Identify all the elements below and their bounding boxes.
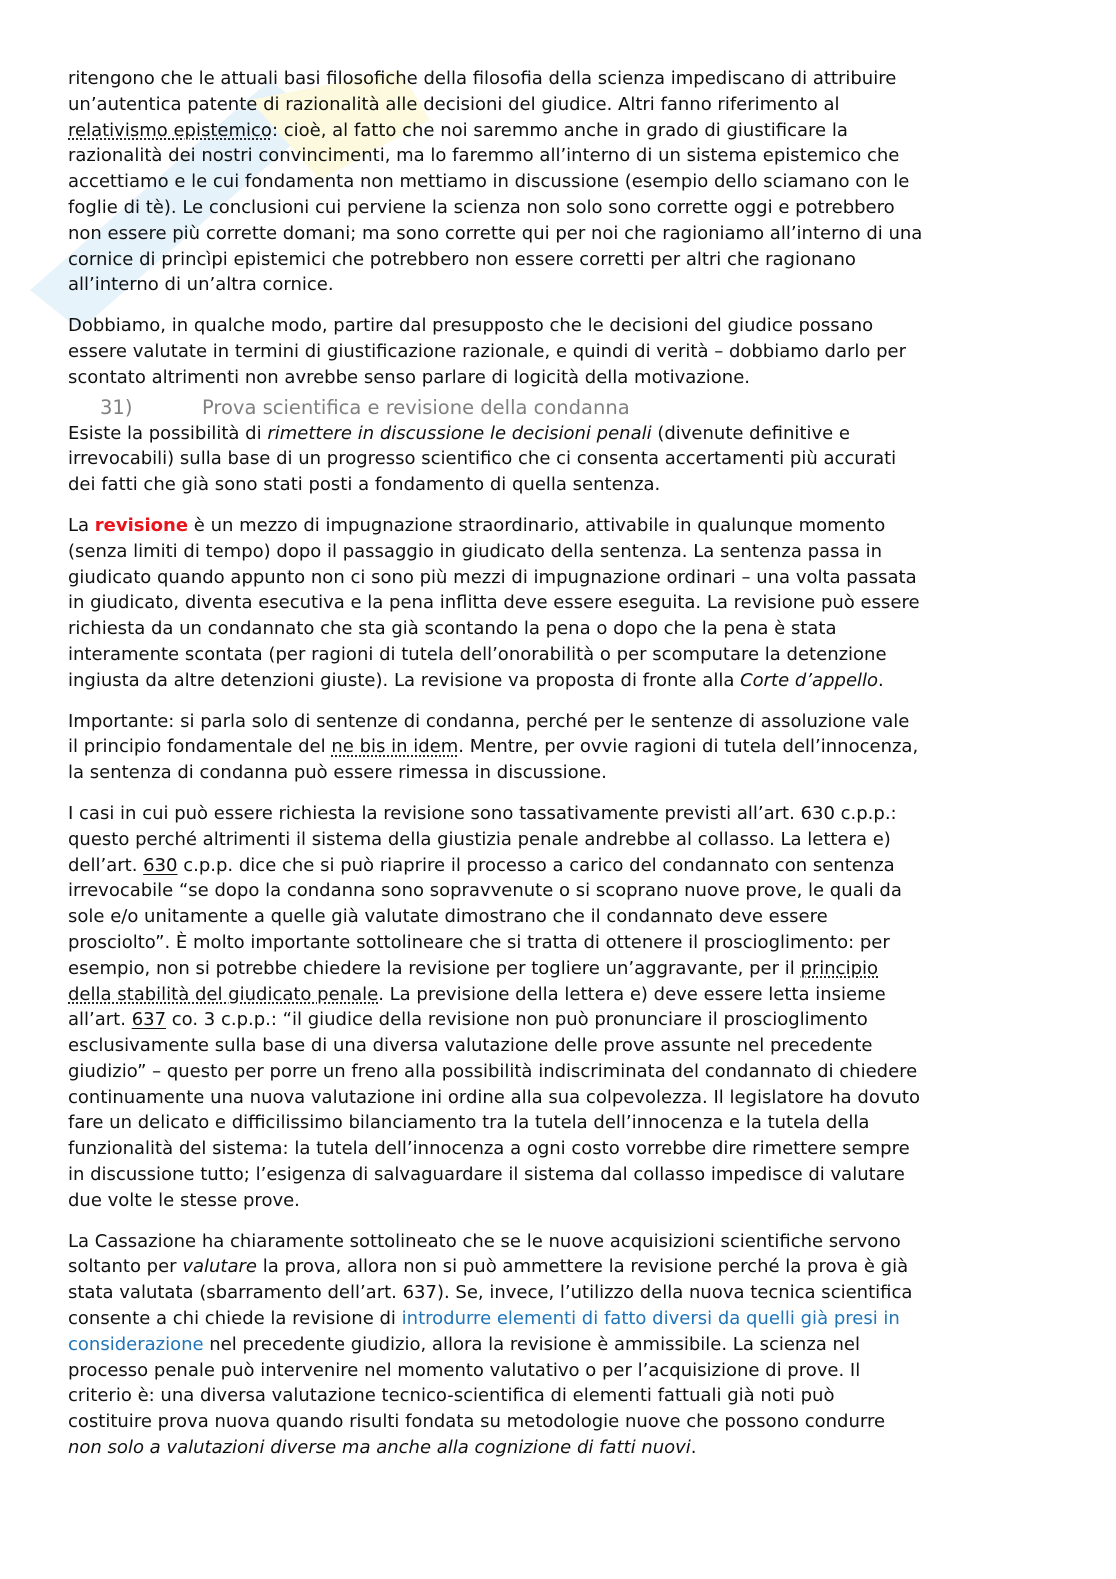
- text-line: [68, 313, 1068, 339]
- text-line: [68, 760, 1068, 786]
- text-run: Dobbiamo, in qualche modo, partire dal presupposto che le decisioni del giudice possano: [68, 315, 874, 337]
- text-run: la prova, allora non si può ammettere la revisione perché la prova è già: [256, 1256, 909, 1278]
- text-u: ne bis in idem: [331, 736, 459, 758]
- text-run: questo perché altrimenti il sistema della giustizia penale andrebbe al collasso. La lettera e): [68, 828, 891, 850]
- text-line: [68, 878, 1068, 904]
- paragraph: [68, 709, 1068, 786]
- text-run: giudicato quando appunto non ci sono più mezzi di impugnazione ordinari – una volta passata: [68, 566, 917, 588]
- text-run: consente a chi chiede la revisione di: [68, 1308, 402, 1330]
- section-before: [68, 66, 1068, 391]
- text-run: in discussione tutto; l’esigenza di salvaguardare il sistema dal collasso impedisce di valutare: [68, 1164, 905, 1186]
- text-run: in giudicato, diventa esecutiva e la pena inflitta deve essere eseguita. La revisione può essere: [68, 592, 920, 614]
- document-page: [68, 66, 1068, 1476]
- text-run: : cioè, al fatto che noi saremmo anche in grado di giustificare la: [271, 119, 848, 141]
- text-run: La Cassazione ha chiaramente sottolineato che se le nuove acquisizioni scientifiche servono: [68, 1230, 901, 1252]
- text-line: [68, 1254, 1068, 1280]
- text-i: Corte d’appello: [740, 669, 879, 691]
- text-u: principio: [800, 957, 879, 979]
- heading-title: Prova scientifica e revisione della condanna: [202, 395, 630, 419]
- paragraph: [68, 66, 1068, 298]
- text-run: . Mentre, per ovvie ragioni di tutela dell’innocenza,: [458, 736, 919, 758]
- text-line: [68, 365, 1068, 391]
- text-run: co. 3 c.p.p.: “il giudice della revisione non può pronunciare il proscioglimento: [166, 1009, 868, 1031]
- text-run: esclusivamente sulla base di una diversa valutazione delle prove assunte nel precedente: [68, 1035, 873, 1057]
- text-line: [68, 982, 1068, 1008]
- text-run: criterio è: una diversa valutazione tecnico-scientifica di elementi fattuali già noti può: [68, 1385, 835, 1407]
- text-run: prosciolto”. È molto importante sottolineare che si tratta di ottenere il proscioglimento: per: [68, 931, 890, 953]
- text-run: la sentenza di condanna può essere rimessa in discussione.: [68, 762, 607, 784]
- text-line: [68, 853, 1068, 879]
- section-after: [68, 421, 1068, 1461]
- text-run: fare un delicato e difficilissimo bilanciamento tra la tutela dell’innocenza e la tutela della: [68, 1112, 870, 1134]
- text-run: continuamente una nuova valutazione ini ordine alla sua colpevolezza. Il legislatore ha dovuto: [68, 1086, 920, 1108]
- text-run: ritengono che le attuali basi filosofiche della filosofia della scienza impediscano di attribuire: [68, 68, 897, 89]
- text-run: sole e/o unitamente a quelle già valutate dimostrano che il condannato deve essere: [68, 906, 828, 928]
- text-line: [68, 1280, 1068, 1306]
- text-line: [68, 801, 1068, 827]
- paragraph: [68, 313, 1068, 390]
- text-run: richiesta da un condannato che sta già scontando la pena o dopo che la pena è stata: [68, 618, 837, 640]
- text-line: [68, 446, 1068, 472]
- text-line: [68, 1033, 1068, 1059]
- text-run: esempio, non si potrebbe chiedere la revisione per togliere un’aggravante, per il: [68, 957, 801, 979]
- text-run: soltanto per: [68, 1256, 183, 1278]
- text-run: . La previsione della lettera e) deve essere letta insieme: [378, 983, 886, 1005]
- text-run: Importante: si parla solo di sentenze di condanna, perché per le sentenze di assoluzione vale: [68, 710, 910, 732]
- paragraph: [68, 421, 1068, 498]
- text-line: [68, 590, 1068, 616]
- text-line: [68, 195, 1068, 221]
- text-line: [68, 1306, 1068, 1332]
- text-line: [68, 904, 1068, 930]
- text-run: il principio fondamentale del: [68, 736, 332, 758]
- text-red: revisione: [94, 514, 189, 536]
- paragraph: [68, 1229, 1068, 1461]
- text-run: nel precedente giudizio, allora la revisione è ammissibile. La scienza nel: [203, 1333, 861, 1355]
- text-line: [68, 339, 1068, 365]
- text-run: .: [878, 669, 884, 691]
- text-line: [68, 1409, 1068, 1435]
- text-line: [68, 92, 1068, 118]
- paragraph: [68, 801, 1068, 1214]
- text-run: La: [68, 514, 95, 536]
- text-run: processo penale può intervenire nel momento valutativo o per l’acquisizione di prove. Il: [68, 1359, 861, 1381]
- text-line: [68, 827, 1068, 853]
- text-run: stata valutata (sbarramento dell’art. 637). Se, invece, l’utilizzo della nuova tecnica scientifica: [68, 1282, 913, 1304]
- text-line: [68, 272, 1068, 298]
- text-line: [68, 513, 1068, 539]
- text-u: relativismo epistemico: [68, 119, 272, 141]
- text-line: [68, 118, 1068, 144]
- text-run: (divenute definitive e: [651, 422, 851, 444]
- text-line: [68, 421, 1068, 447]
- text-line: [68, 734, 1068, 760]
- text-line: [68, 1085, 1068, 1111]
- text-line: [68, 709, 1068, 735]
- text-line: [68, 539, 1068, 565]
- text-line: [68, 143, 1068, 169]
- text-line: [68, 930, 1068, 956]
- text-line: [68, 1110, 1068, 1136]
- text-line: [68, 565, 1068, 591]
- text-run: all’art.: [68, 1009, 132, 1031]
- text-line: [68, 221, 1068, 247]
- text-i: valutare: [182, 1256, 257, 1278]
- text-run: Esiste la possibilità di: [68, 422, 268, 444]
- text-line: [68, 1007, 1068, 1033]
- text-line: [68, 1059, 1068, 1085]
- text-run: irrevocabile “se dopo la condanna sono sopravvenute o si scoprano nuove prove, le quali da: [68, 880, 902, 902]
- heading-number: 31): [100, 395, 133, 419]
- text-run: (senza limiti di tempo) dopo il passaggio in giudicato della sentenza. La sentenza passa in: [68, 540, 882, 562]
- text-run: dell’art.: [68, 854, 144, 876]
- text-run: cornice di princìpi epistemici che potrebbero non essere corretti per altri che ragionano: [68, 248, 856, 270]
- text-run: accettiamo e le cui fondamenta non mettiamo in discussione (esempio dello sciamano con le: [68, 171, 910, 193]
- text-line: [68, 1188, 1068, 1214]
- text-run: non essere più corrette domani; ma sono corrette qui per noi che ragioniamo all’interno di una: [68, 222, 923, 244]
- text-line: [68, 1435, 1068, 1461]
- text-run: ingiusta da altre detenzioni giuste). La revisione va proposta di fronte alla: [68, 669, 741, 691]
- text-line: [68, 247, 1068, 273]
- text-line: [68, 1229, 1068, 1255]
- text-run: .: [690, 1437, 697, 1459]
- text-line: [68, 1358, 1068, 1384]
- text-line: [68, 1383, 1068, 1409]
- text-run: scontato altrimenti non avrebbe senso parlare di logicità della motivazione.: [68, 366, 750, 388]
- text-i: rimettere in discussione le decisioni penali: [267, 422, 652, 444]
- text-run: funzionalità del sistema: la tutela dell’innocenza a ogni costo vorrebbe dire rimettere sempre: [68, 1138, 910, 1160]
- text-line: [68, 66, 1068, 92]
- text-line: [68, 472, 1068, 498]
- text-us: 637: [131, 1009, 167, 1031]
- text-run: foglie di tè). Le conclusioni cui perviene la scienza non solo sono corrette oggi e potrebbero: [68, 196, 895, 218]
- section-heading: [68, 395, 1068, 421]
- text-line: [68, 616, 1068, 642]
- text-run: all’interno di un’altra cornice.: [68, 274, 334, 296]
- text-line: [68, 1332, 1068, 1358]
- text-blue: considerazione: [68, 1333, 204, 1355]
- text-run: dei fatti che già sono stati posti a fondamento di quella sentenza.: [68, 474, 661, 496]
- text-run: è un mezzo di impugnazione straordinario, attivabile in qualunque momento: [188, 514, 886, 536]
- text-run: interamente scontata (per ragioni di tutela dell’onorabilità o per scomputare la detenzione: [68, 643, 887, 665]
- text-i: non solo a valutazioni diverse ma anche alla cognizione di fatti nuovi: [68, 1437, 691, 1459]
- text-line: [68, 1162, 1068, 1188]
- text-run: irrevocabili) sulla base di un progresso scientifico che ci consenta accertamenti più accurati: [68, 448, 897, 470]
- text-line: [68, 668, 1068, 694]
- text-blue: introdurre elementi di fatto diversi da quelli già presi in: [401, 1308, 900, 1330]
- text-line: [68, 956, 1068, 982]
- paragraph: [68, 513, 1068, 694]
- text-run: un’autentica patente di razionalità alle decisioni del giudice. Altri fanno riferimento al: [68, 93, 840, 115]
- text-run: I casi in cui può essere richiesta la revisione sono tassativamente previsti all’art. 630 c.p.p.:: [68, 802, 897, 824]
- text-run: razionalità dei nostri convincimenti, ma lo faremmo all’interno di un sistema epistemico che: [68, 145, 900, 167]
- text-run: due volte le stesse prove.: [68, 1189, 300, 1211]
- text-run: essere valutate in termini di giustificazione razionale, e quindi di verità – dobbiamo darlo per: [68, 340, 907, 362]
- text-line: [68, 169, 1068, 195]
- text-run: giudizio” – questo per porre un freno alla possibilità indiscriminata del condannato di chiedere: [68, 1060, 918, 1082]
- text-run: costituire prova nuova quando risulti fondata su metodologie nuove che possono condurre: [68, 1411, 886, 1433]
- text-us: 630: [143, 854, 178, 876]
- text-u: della stabilità del giudicato penale: [68, 983, 379, 1005]
- text-line: [68, 642, 1068, 668]
- text-run: c.p.p. dice che si può riaprire il processo a carico del condannato con sentenza: [177, 854, 895, 876]
- text-line: [68, 1136, 1068, 1162]
